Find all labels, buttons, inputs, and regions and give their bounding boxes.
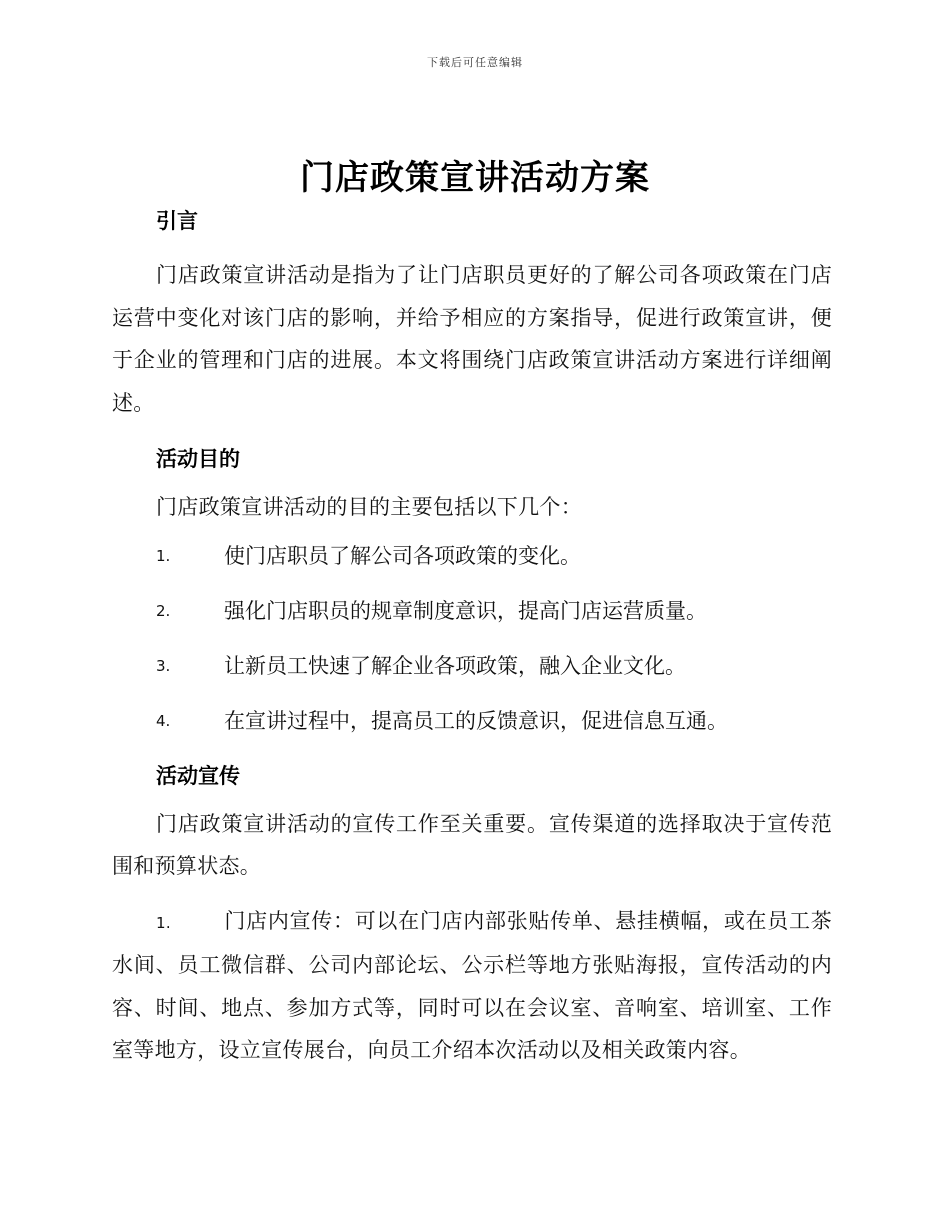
list-item-text: 在宣讲过程中，提高员工的反馈意识，促进信息互通。 [224, 708, 728, 733]
list-item-text: 使门店职员了解公司各项政策的变化。 [224, 543, 581, 568]
list-item-text: 让新员工快速了解企业各项政策，融入企业文化。 [224, 653, 686, 678]
promotion-paragraph: 门店政策宣讲活动的宣传工作至关重要。宣传渠道的选择取决于宣传范围和预算状态。 [112, 811, 832, 878]
list-item-number: 1. [156, 546, 171, 565]
document-title: 门店政策宣讲活动方案 [300, 158, 650, 198]
purpose-paragraph: 门店政策宣讲活动的目的主要包括以下几个： [156, 495, 582, 519]
document-body [112, 206, 832, 1072]
list-item [112, 900, 832, 1072]
list-item-text: 强化门店职员的规章制度意识，提高门店运营质量。 [224, 598, 707, 623]
list-item [112, 706, 832, 736]
list-item [112, 651, 832, 681]
list-item-number: 1. [156, 913, 171, 932]
list-item-number: 4. [156, 711, 171, 730]
list-item-number: 2. [156, 601, 171, 620]
list-item-text: 门店内宣传：可以在门店内部张贴传单、悬挂横幅，或在员工茶水间、员工微信群、公司内部论坛、公示栏等地方张贴海报，宣传活动的内容、时间、地点、参加方式等，同时可以在会议室、音响室、培训室、工作室等地方，设立宣传展台，向员工介绍本次活动以及相关政策内容。 [112, 908, 832, 1062]
section-heading-purpose: 活动目的 [156, 447, 240, 471]
intro-paragraph: 门店政策宣讲活动是指为了让门店职员更好的了解公司各项政策在门店运营中变化对该门店的影响，并给予相应的方案指导，促进行政策宣讲，便于企业的管理和门店的进展。本文将围绕门店政策宣讲活动方案进行详细阐述。 [112, 263, 832, 415]
section-heading-promotion: 活动宣传 [156, 763, 240, 788]
list-item [112, 541, 832, 571]
list-item-number: 3. [156, 656, 171, 675]
header-note: 下载后可任意编辑 [427, 56, 523, 69]
list-item [112, 596, 832, 626]
section-heading-intro: 引言 [156, 209, 198, 233]
